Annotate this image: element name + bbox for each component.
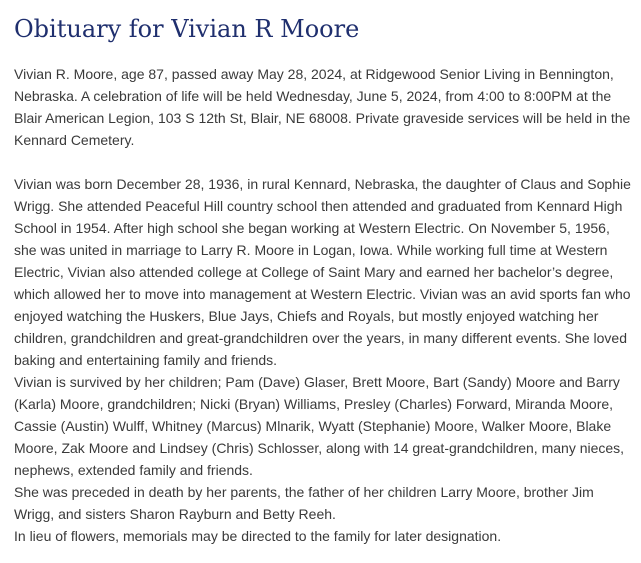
paragraph-biography: Vivian was born December 28, 1936, in rural Kennard, Nebraska, the daughter of Claus and Sophie Wrigg. She attended Peaceful Hill country school then attended and graduated from Kennard High School in 1954. After high school she began working at Western Electric. On November 5, 1956, she was united in marriage to Larry R. Moore in Logan, Iowa. While working full time at Western Electric, Vivian also attended college at College of Saint Mary and earned her bachelor’s degree, which allowed her to move into management at Western Electric. Vivian was an avid sports fan who enjoyed watching the Huskers, Blue Jays, Chiefs and Royals, but mostly enjoyed watching her children, grandchildren and great-grandchildren over the years, in many different events. She loved baking and entertaining family and friends. <box>14 176 631 368</box>
paragraph-survivors: Vivian is survived by her children; Pam (Dave) Glaser, Brett Moore, Bart (Sandy) Moore and Barry (Karla) Moore, grandchildren; Nicki (Bryan) Williams, Presley (Charles) Forward, Miranda Moore, Cassie (Austin) Wulff, Whitney (Marcus) Mlnarik, Wyatt (Stephanie) Moore, Walker Moore, Blake Moore, Zak Moore and Lindsey (Chris) Schlosser, along with 14 great-grandchildren, many nieces, nephews, extended family and friends. <box>14 374 625 478</box>
obituary-body <box>14 63 634 547</box>
paragraph-preceded: She was preceded in death by her parents, the father of her children Larry Moore, brother Jim Wrigg, and sisters Sharon Rayburn and Betty Reeh. <box>14 484 594 522</box>
page-title: Obituary for Vivian R Moore <box>14 15 360 43</box>
paragraph-announcement: Vivian R. Moore, age 87, passed away May 28, 2024, at Ridgewood Senior Living in Bennington, Nebraska. A celebration of life will be held Wednesday, June 5, 2024, from 4:00 to 8:00PM at the Blair American Legion, 103 S 12th St, Blair, NE 68008. Private graveside services will be held in the Kennard Cemetery. <box>14 66 631 148</box>
paragraph-memorials: In lieu of flowers, memorials may be directed to the family for later designation. <box>14 528 502 544</box>
